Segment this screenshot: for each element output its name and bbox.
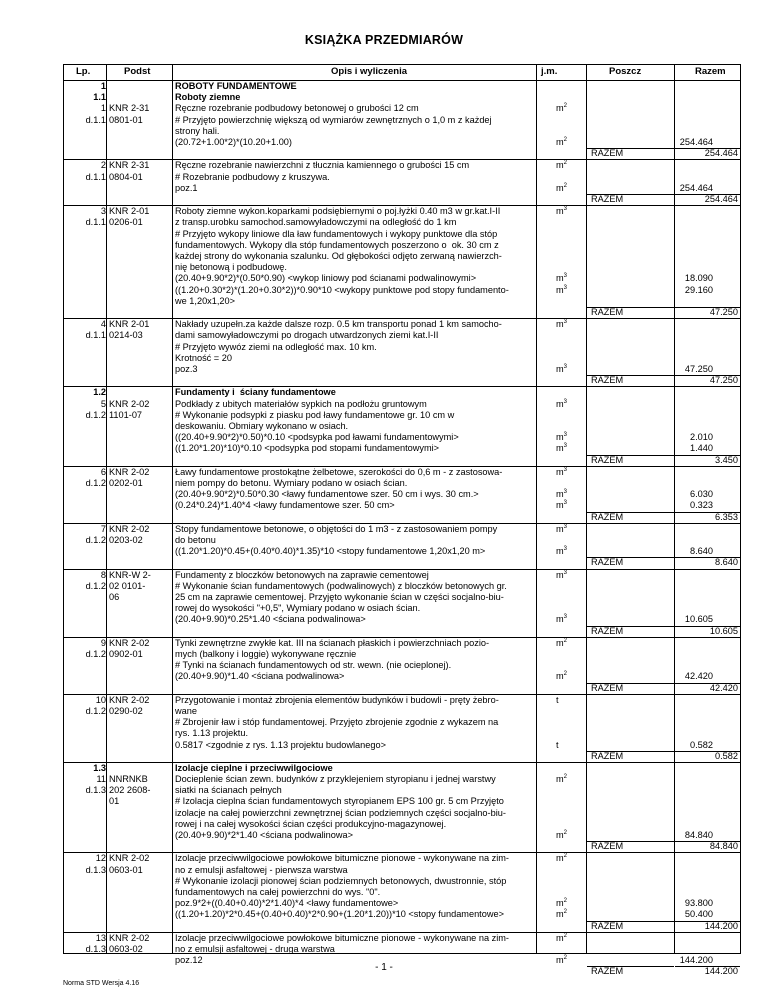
header-lp: Lp.	[76, 66, 91, 77]
software-version: Norma STD Wersja 4.16	[63, 980, 140, 987]
item-description-line: (20.40+9.90*2)*(0.50*0.90) <wykop liniowy pod ścianami podwalinowymi>	[175, 273, 477, 284]
item-total: 6.353	[715, 511, 738, 522]
item-unit: $m^3$	[556, 363, 567, 374]
item-partial-value: 2.010	[690, 432, 713, 443]
item-description-line: siatki na ścianach pełnych	[175, 785, 282, 796]
item-description-line: ((1.20*1.20)*0.45+(0.40*0.40)*1.35)*10 <stopy fundamentowe 1,20x1,20 m>	[175, 546, 486, 557]
item-description-line: Ręczne rozebranie nawierzchni z tłucznia kamiennego o grubości 15 cm	[175, 160, 470, 171]
item-total: 42.420	[709, 682, 738, 693]
item-number: 9	[100, 637, 106, 648]
item-podstawa: 0804-01	[109, 171, 143, 182]
item-unit: $m^2$	[556, 955, 567, 966]
item-unit: $m^3$	[556, 319, 567, 330]
item-partial-value: 1.440	[690, 443, 713, 454]
table-row	[64, 318, 740, 386]
section-title: Fundamenty i ściany fundamentowe	[175, 387, 336, 398]
item-podstawa: KNR 2-31	[109, 160, 150, 171]
item-description-line: # Wykonanie izolacji pionowej ścian podziemnych betonowych, dwustronnie, stóp	[175, 875, 507, 886]
item-total: 47.250	[709, 375, 738, 386]
item-ref: d.1.3	[85, 785, 106, 796]
table-row	[64, 569, 740, 637]
section-row	[64, 762, 740, 774]
item-unit: $m^3$	[556, 614, 567, 625]
item-description-line: poz.1	[175, 182, 198, 193]
item-description-line: nię betonową i podbudowę.	[175, 262, 287, 273]
item-unit: $m^3$	[556, 206, 567, 217]
razem-label: RAZEM	[591, 454, 624, 465]
item-description-line: fundamentowych na całej powierzchni do wys. "0".	[175, 887, 381, 898]
item-number: 10	[95, 694, 106, 705]
item-unit: $m^3$	[556, 443, 567, 454]
item-ref: d.1.1	[85, 330, 106, 341]
item-description-line: mych (balkony i loggie) wykonywane ręcznie	[175, 648, 357, 659]
header-podst: Podst	[124, 66, 151, 77]
item-description-line: strony hali.	[175, 125, 220, 136]
item-unit: $m^2$	[556, 182, 567, 193]
item-partial-value: 6.030	[690, 489, 713, 500]
section-number: 1.2	[93, 387, 106, 398]
item-description-line: do betonu	[175, 534, 216, 545]
item-description-line: Przygotowanie i montaż zbrojenia elementów budynków i budowli - pręty żebro-	[175, 694, 499, 705]
item-description-line: # Wykonanie podsypki z piasku pod ławy fundamentowe gr. 10 cm w	[175, 409, 455, 420]
item-description-line: ((20.40+9.90*2)*0.50)*0.10 <podsypka pod ławami fundamentowymi>	[175, 432, 459, 443]
item-number: 3	[100, 206, 106, 217]
section-row	[64, 92, 740, 103]
item-description-line: Izolacje przeciwwilgociowe powłokowe bitumiczne pionowe - wykonywane na zim-	[175, 932, 509, 943]
razem-label: RAZEM	[591, 148, 624, 159]
item-partial-value: 254.464	[679, 182, 713, 193]
item-ref: d.1.1	[85, 217, 106, 228]
item-unit: $m^2$	[556, 932, 567, 943]
item-number: 13	[95, 932, 106, 943]
table-row	[64, 159, 740, 205]
item-total: 254.464	[704, 193, 738, 204]
item-description-line: poz.12	[175, 955, 203, 966]
item-partial-value: 29.160	[684, 284, 713, 295]
item-unit: $m^2$	[556, 671, 567, 682]
item-podstawa: 0290-02	[109, 705, 143, 716]
item-ref: d.1.3	[85, 864, 106, 875]
item-description-line: (0.24*0.24)*1.40*4 <ławy fundamentowe szer. 50 cm>	[175, 500, 395, 511]
item-partial-value: 93.800	[684, 898, 713, 909]
item-ref: d.1.2	[85, 534, 106, 545]
item-description-line: wane	[175, 705, 197, 716]
item-description-line: # Rozebranie podbudowy z kruszywa.	[175, 171, 330, 182]
item-description-line: we 1,20x1,20>	[175, 295, 236, 306]
item-description-line: Nakłady uzupełn.za każde dalsze rozp. 0.5 km transportu ponad 1 km samocho-	[175, 319, 502, 330]
item-description-line: Stopy fundamentowe betonowe, o objętości do 1 m3 - z zastosowaniem pompy	[175, 523, 498, 534]
section-title: Izolacje cieplne i przeciwwilgociowe	[175, 762, 333, 773]
document-title: KSIĄŻKA PRZEDMIARÓW	[304, 33, 464, 47]
item-podstawa: 0203-02	[109, 534, 143, 545]
item-podstawa: KNR 2-02	[109, 523, 150, 534]
razem-label: RAZEM	[591, 306, 624, 317]
item-description-line: Docieplenie ścian zewn. budynków z przyklejeniem styropianu i jednej warstwy	[175, 774, 496, 785]
section-row	[64, 81, 740, 92]
item-podstawa: 02 0101-	[109, 580, 146, 591]
item-total: 8.640	[715, 557, 738, 568]
item-description-line: z transp.urobku samochod.samowyładowczymi na odległość do 1 km	[175, 217, 457, 228]
item-description-line: # Przyjęto wywóz ziemi na odległość max. 10 km.	[175, 341, 377, 352]
item-description-line: ((1.20*1.20)*10)*0.10 <podsypka pod stopami fundamentowymi>	[175, 443, 440, 454]
item-unit: $m^2$	[556, 136, 567, 147]
item-unit: t	[556, 694, 559, 705]
item-podstawa: KNR 2-31	[109, 103, 150, 114]
table-body	[64, 81, 740, 978]
section-row	[64, 386, 740, 398]
item-description-line: izolacje na całej powierzchni zewnętrznej ścian podziemnych części socjalno-biu-	[175, 807, 506, 818]
item-podstawa: KNR 2-02	[109, 694, 150, 705]
item-description-line: (20.40+9.90)*2*1.40 <ściana podwalinowa>	[175, 830, 354, 841]
table-row	[64, 205, 740, 318]
item-description-line: Roboty ziemne wykon.koparkami podsiębiernymi o poj.łyżki 0.40 m3 w gr.kat.I-II	[175, 206, 501, 217]
item-number: 11	[96, 774, 106, 785]
item-ref: d.1.2	[85, 648, 106, 659]
item-number: 8	[100, 569, 106, 580]
item-podstawa: KNR 2-02	[109, 853, 150, 864]
item-description-line: # Wykonanie ścian fundamentowych (podwalinowych) z bloczków betonowych gr.	[175, 580, 507, 591]
item-partial-value: 50.400	[684, 909, 713, 920]
item-unit: t	[556, 739, 559, 750]
table-row	[64, 466, 740, 523]
razem-label: RAZEM	[591, 511, 624, 522]
item-description-line: rowej do wysokości "+0,5", Wymiary podano w osiach ścian.	[175, 603, 421, 614]
table-row	[64, 399, 740, 466]
item-description-line: # Tynki na ścianach fundamentowych od str. wewn. (nie ocieplonej).	[175, 660, 452, 671]
item-unit: $m^3$	[556, 569, 567, 580]
item-podstawa: 0603-01	[109, 864, 143, 875]
item-number: 1	[100, 103, 106, 114]
header-opis: Opis i wyliczenia	[331, 66, 408, 77]
item-description-line: (20.40+9.90)*0.25*1.40 <ściana podwalinowa>	[175, 614, 366, 625]
header-jm: j.m.	[541, 66, 558, 77]
item-total: 254.464	[704, 148, 738, 159]
item-unit: $m^2$	[556, 637, 567, 648]
item-description-line: poz.3	[175, 363, 198, 374]
przedmiar-table	[63, 64, 741, 977]
item-podstawa: KNR 2-01	[109, 206, 150, 217]
item-description-line: # Zbrojenir ław i stóp fundamentowej. Przyjęto zbrojenie zgodnie z wykazem na	[175, 717, 499, 728]
section-number: 1.3	[93, 762, 106, 773]
item-unit: $m^3$	[556, 523, 567, 534]
item-partial-value: 144.200	[679, 955, 713, 966]
item-partial-value: 18.090	[684, 273, 713, 284]
item-description-line: rys. 1.13 projektu.	[175, 728, 249, 739]
item-description-line: niem pompy do betonu. Wymiary podano w osiach ścian.	[175, 477, 408, 488]
item-description-line: rowej i na całej wysokości ścian części produkcyjno-magazynowej.	[175, 818, 447, 829]
item-description-line: # Przyjęto powierzchnię większą od wymiarów zewnętrznych o 1,0 m z każdej	[175, 114, 492, 125]
item-podstawa: KNR 2-02	[109, 637, 150, 648]
item-description-line: fundamentowych. Wykopy dla stóp fundamentowych poszerzono o ok. 30 cm z	[175, 239, 499, 250]
item-podstawa: 01	[109, 796, 120, 807]
item-number: 12	[95, 853, 106, 864]
item-ref: d.1.2	[85, 477, 106, 488]
razem-label: RAZEM	[591, 625, 624, 636]
item-ref: d.1.2	[85, 580, 106, 591]
item-unit: $m^2$	[556, 898, 567, 909]
item-partial-value: 8.640	[690, 546, 713, 557]
item-ref: d.1.1	[85, 114, 106, 125]
item-description-line: poz.9*2+((0.40+0.40)*2*1.40)*4 <ławy fundamentowe>	[175, 898, 399, 909]
header-poszcz: Poszcz	[609, 66, 642, 77]
item-description-line: (20.40+9.90*2)*0.50*0.30 <ławy fundamentowe szer. 50 cm i wys. 30 cm.>	[175, 489, 479, 500]
section-number: 1.1	[93, 92, 106, 103]
item-description-line: Fundamenty z bloczków betonowych na zaprawie cementowej	[175, 569, 429, 580]
razem-label: RAZEM	[591, 920, 624, 931]
item-total: 3.450	[715, 454, 738, 465]
item-podstawa: 1101-07	[109, 409, 143, 420]
table-row	[64, 774, 740, 852]
item-unit: $m^3$	[556, 546, 567, 557]
table-row	[64, 103, 740, 159]
item-total: 84.840	[709, 841, 738, 852]
item-unit: $m^3$	[556, 432, 567, 443]
item-description-line: # Izolacja cieplna ścian fundamentowych styropianem EPS 100 gr. 5 cm Przyjęto	[175, 796, 504, 807]
item-description-line: Podkłady z ubitych materiałów sypkich na podłożu gruntowym	[175, 398, 427, 409]
item-number: 6	[100, 466, 106, 477]
item-unit: $m^3$	[556, 273, 567, 284]
item-podstawa: 0214-03	[109, 330, 143, 341]
item-description-line: 25 cm na zaprawie cementowej. Przyjęto wykonanie ścian w części socjalno-biu-	[175, 591, 504, 602]
section-title: Roboty ziemne	[175, 92, 241, 103]
item-ref: d.1.2	[85, 409, 106, 420]
item-ref: d.1.3	[85, 944, 106, 955]
item-unit: $m^2$	[556, 909, 567, 920]
item-podstawa: KNR 2-02	[109, 398, 150, 409]
item-unit: $m^3$	[556, 466, 567, 477]
item-description-line: no z emulsji asfaltowej - pierwsza warstwa	[175, 864, 348, 875]
item-unit: $m^3$	[556, 500, 567, 511]
item-total: 144.200	[704, 920, 738, 931]
item-description-line: każdej strony do wykonania szalunku. Od głębokości odjęto zerwaną nawierzch-	[175, 250, 502, 261]
item-total: 144.200	[704, 966, 738, 977]
item-podstawa: 0801-01	[109, 114, 143, 125]
item-description-line: # Przyjęto wykopy liniowe dla ław fundamentowych i wykopy punktowe dla stóp	[175, 228, 498, 239]
item-partial-value: 0.582	[690, 739, 713, 750]
item-partial-value: 42.420	[684, 671, 713, 682]
item-podstawa: 0202-01	[109, 477, 143, 488]
item-partial-value: 254.464	[679, 136, 713, 147]
section-number: 1	[100, 81, 106, 91]
item-number: 2	[100, 160, 106, 171]
table-row	[64, 694, 740, 762]
item-podstawa: 0206-01	[109, 217, 143, 228]
item-description-line: (20.40+9.90)*1.40 <ściana podwalinowa>	[175, 671, 345, 682]
item-partial-value: 47.250	[684, 363, 713, 374]
item-podstawa: NNRNKB	[109, 774, 148, 785]
item-unit: $m^3$	[556, 284, 567, 295]
item-number: 5	[100, 398, 106, 409]
table-row	[64, 852, 740, 931]
item-description-line: dami samowyładowczymi po drogach utwardzonych ziemi kat.I-II	[175, 330, 439, 341]
item-podstawa: 0603-02	[109, 944, 143, 955]
item-description-line: Ławy fundamentowe prostokątne żelbetowe, szerokości do 0,6 m - z zastosowa-	[175, 466, 503, 477]
item-description-line: Ręczne rozebranie podbudowy betonowej o grubości 12 cm	[175, 103, 419, 114]
item-number: 7	[100, 523, 106, 534]
item-description-line: ((1.20+1.20)*2*0.45+(0.40+0.40)*2*0.90+(1.20*1.20))*10 <stopy fundamentowe>	[175, 909, 504, 920]
item-unit: $m^2$	[556, 103, 567, 114]
item-description-line: deskowaniu. Obmiary wykonano w osiach.	[175, 420, 349, 431]
razem-label: RAZEM	[591, 841, 624, 852]
item-description-line: (20.72+1.00*2)*(10.20+1.00)	[175, 136, 292, 147]
item-unit: $m^2$	[556, 160, 567, 171]
item-partial-value: 84.840	[684, 830, 713, 841]
item-unit: $m^2$	[556, 853, 567, 864]
item-unit: $m^2$	[556, 774, 567, 785]
item-description-line: Izolacje przeciwwilgociowe powłokowe bitumiczne pionowe - wykonywane na zim-	[175, 853, 509, 864]
header-razem: Razem	[695, 66, 726, 77]
item-partial-value: 0.323	[690, 500, 713, 511]
item-total: 47.250	[709, 306, 738, 317]
item-podstawa: KNR-W 2-	[109, 569, 151, 580]
item-description-line: Tynki zewnętrzne zwykłe kat. III na ścianach płaskich i powierzchniach pozio-	[175, 637, 490, 648]
item-unit: $m^2$	[556, 830, 567, 841]
item-podstawa: 0902-01	[109, 648, 143, 659]
item-unit: $m^3$	[556, 398, 567, 409]
table-header	[64, 65, 740, 81]
item-unit: $m^3$	[556, 489, 567, 500]
page-number: - 1 -	[375, 962, 393, 973]
razem-label: RAZEM	[591, 750, 624, 761]
item-podstawa: KNR 2-02	[109, 466, 150, 477]
item-description-line: Krotność = 20	[175, 352, 232, 363]
razem-label: RAZEM	[591, 966, 624, 977]
item-total: 10.605	[709, 625, 738, 636]
razem-label: RAZEM	[591, 682, 624, 693]
section-title: ROBOTY FUNDAMENTOWE	[175, 81, 297, 91]
item-total: 0.582	[715, 750, 738, 761]
table-row	[64, 523, 740, 569]
item-description-line: no z emulsji asfaltowej - druga warstwa	[175, 944, 335, 955]
razem-label: RAZEM	[591, 375, 624, 386]
item-partial-value: 10.605	[684, 614, 713, 625]
item-description-line: 0.5817 <zgodnie z rys. 1.13 projektu budowlanego>	[175, 739, 386, 750]
razem-label: RAZEM	[591, 557, 624, 568]
item-podstawa: 06	[109, 591, 120, 602]
item-number: 4	[100, 319, 106, 330]
item-podstawa: 202 2608-	[109, 785, 151, 796]
razem-label: RAZEM	[591, 193, 624, 204]
table-row	[64, 637, 740, 694]
item-ref: d.1.2	[85, 705, 106, 716]
item-podstawa: KNR 2-02	[109, 932, 150, 943]
item-podstawa: KNR 2-01	[109, 319, 150, 330]
item-ref: d.1.1	[85, 171, 106, 182]
item-description-line: ((1.20+0.30*2)*(1.20+0.30*2))*0.90*10 <wykopy punktowe pod stopy fundamento-	[175, 284, 509, 295]
